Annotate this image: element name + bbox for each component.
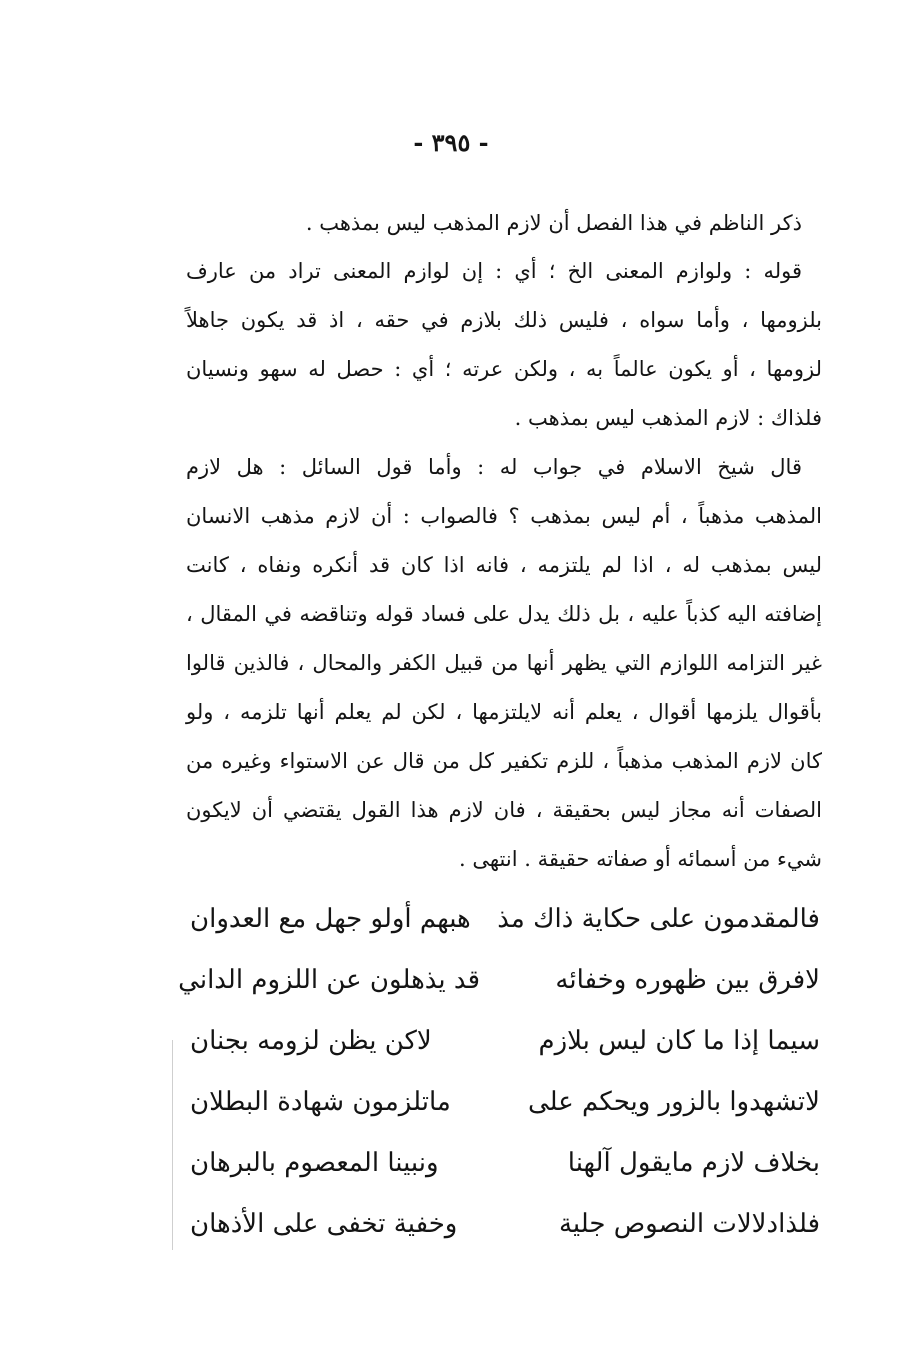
paragraph-intro [186, 199, 822, 248]
verse-second-hemistich: لاكن يظن لزومه بجنان [190, 1025, 432, 1056]
text-line: ذكر الناظم في هذا الفصل أن لازم المذهب ليس بمذهب . [305, 211, 802, 235]
verse-first-hemistich: بخلاف لازم مايقول آلهنا [567, 1147, 820, 1178]
paragraph-quotation [186, 443, 822, 884]
verse-first-hemistich: فالمقدمون على حكاية ذاك مذ [497, 903, 820, 934]
page-edge-mark [172, 1040, 173, 1250]
poem-verses [178, 888, 820, 1254]
text-line: كان لازم المذهب مذهباً ، للزم تكفير كل من قال عن الاستواء وغيره من [186, 749, 822, 773]
verse-row [190, 1071, 820, 1132]
text-line: بلزومها ، وأما سواه ، فليس ذلك بلازم في حقه ، اذ قد يكون جاهلاً [186, 308, 822, 332]
text-line: الصفات أنه مجاز ليس بحقيقة ، فان لازم هذا القول يقتضي أن لايكون [186, 798, 822, 822]
verse-second-hemistich: هبهم أولو جهل مع العدوان [190, 903, 471, 934]
verse-second-hemistich: قد يذهلون عن اللزوم الداني [178, 964, 480, 995]
text-line: فلذاك : لازم المذهب ليس بمذهب . [514, 406, 822, 430]
verse-row [190, 1132, 820, 1193]
verse-row [190, 1193, 820, 1254]
paragraph-commentary [186, 247, 822, 443]
verse-second-hemistich: ونبينا المعصوم بالبرهان [190, 1147, 439, 1178]
text-line: قوله : ولوازم المعنى الخ ؛ أي : إن لوازم المعنى تراد من عارف [186, 259, 802, 283]
text-line: المذهب مذهباً ، أم ليس بمذهب ؟ فالصواب : أن لازم مذهب الانسان [186, 504, 822, 528]
verse-row [190, 1010, 820, 1071]
verse-first-hemistich: سيما إذا ما كان ليس بلازم [538, 1025, 820, 1056]
text-line: لزومها ، أو يكون عالماً به ، ولكن عرته ؛ أي : حصل له سهو ونسيان [186, 357, 822, 381]
text-line: قال شيخ الاسلام في جواب له : وأما قول السائل : هل لازم [186, 455, 802, 479]
verse-first-hemistich: فلذادلالات النصوص جلية [558, 1208, 820, 1239]
verse-row [178, 949, 820, 1010]
verse-row [190, 888, 820, 949]
text-line: إضافته اليه كذباً عليه ، بل ذلك يدل على فساد قوله وتناقضه في المقال ، [186, 602, 822, 626]
text-line: شيء من أسمائه أو صفاته حقيقة . انتهى . [459, 847, 822, 871]
text-line: غير التزامه اللوازم التي يظهر أنها من قبيل الكفر والمحال ، فالذين قالوا [186, 651, 822, 675]
verse-second-hemistich: ماتلزمون شهادة البطلان [190, 1086, 451, 1117]
text-line: ليس بمذهب له ، اذا لم يلتزمه ، فانه اذا كان قد أنكره ونفاه ، كانت [186, 553, 822, 577]
page-number: - ٣٩٥ - [413, 128, 489, 157]
verse-second-hemistich: وخفية تخفى على الأذهان [190, 1208, 458, 1239]
verse-first-hemistich: لافرق بين ظهوره وخفائه [555, 964, 820, 995]
verse-first-hemistich: لاتشهدوا بالزور ويحكم على [527, 1086, 820, 1117]
text-line: بأقوال يلزمها أقوال ، يعلم أنه لايلتزمها ، لكن لم يعلم أنها تلزمه ، ولو [186, 700, 822, 724]
